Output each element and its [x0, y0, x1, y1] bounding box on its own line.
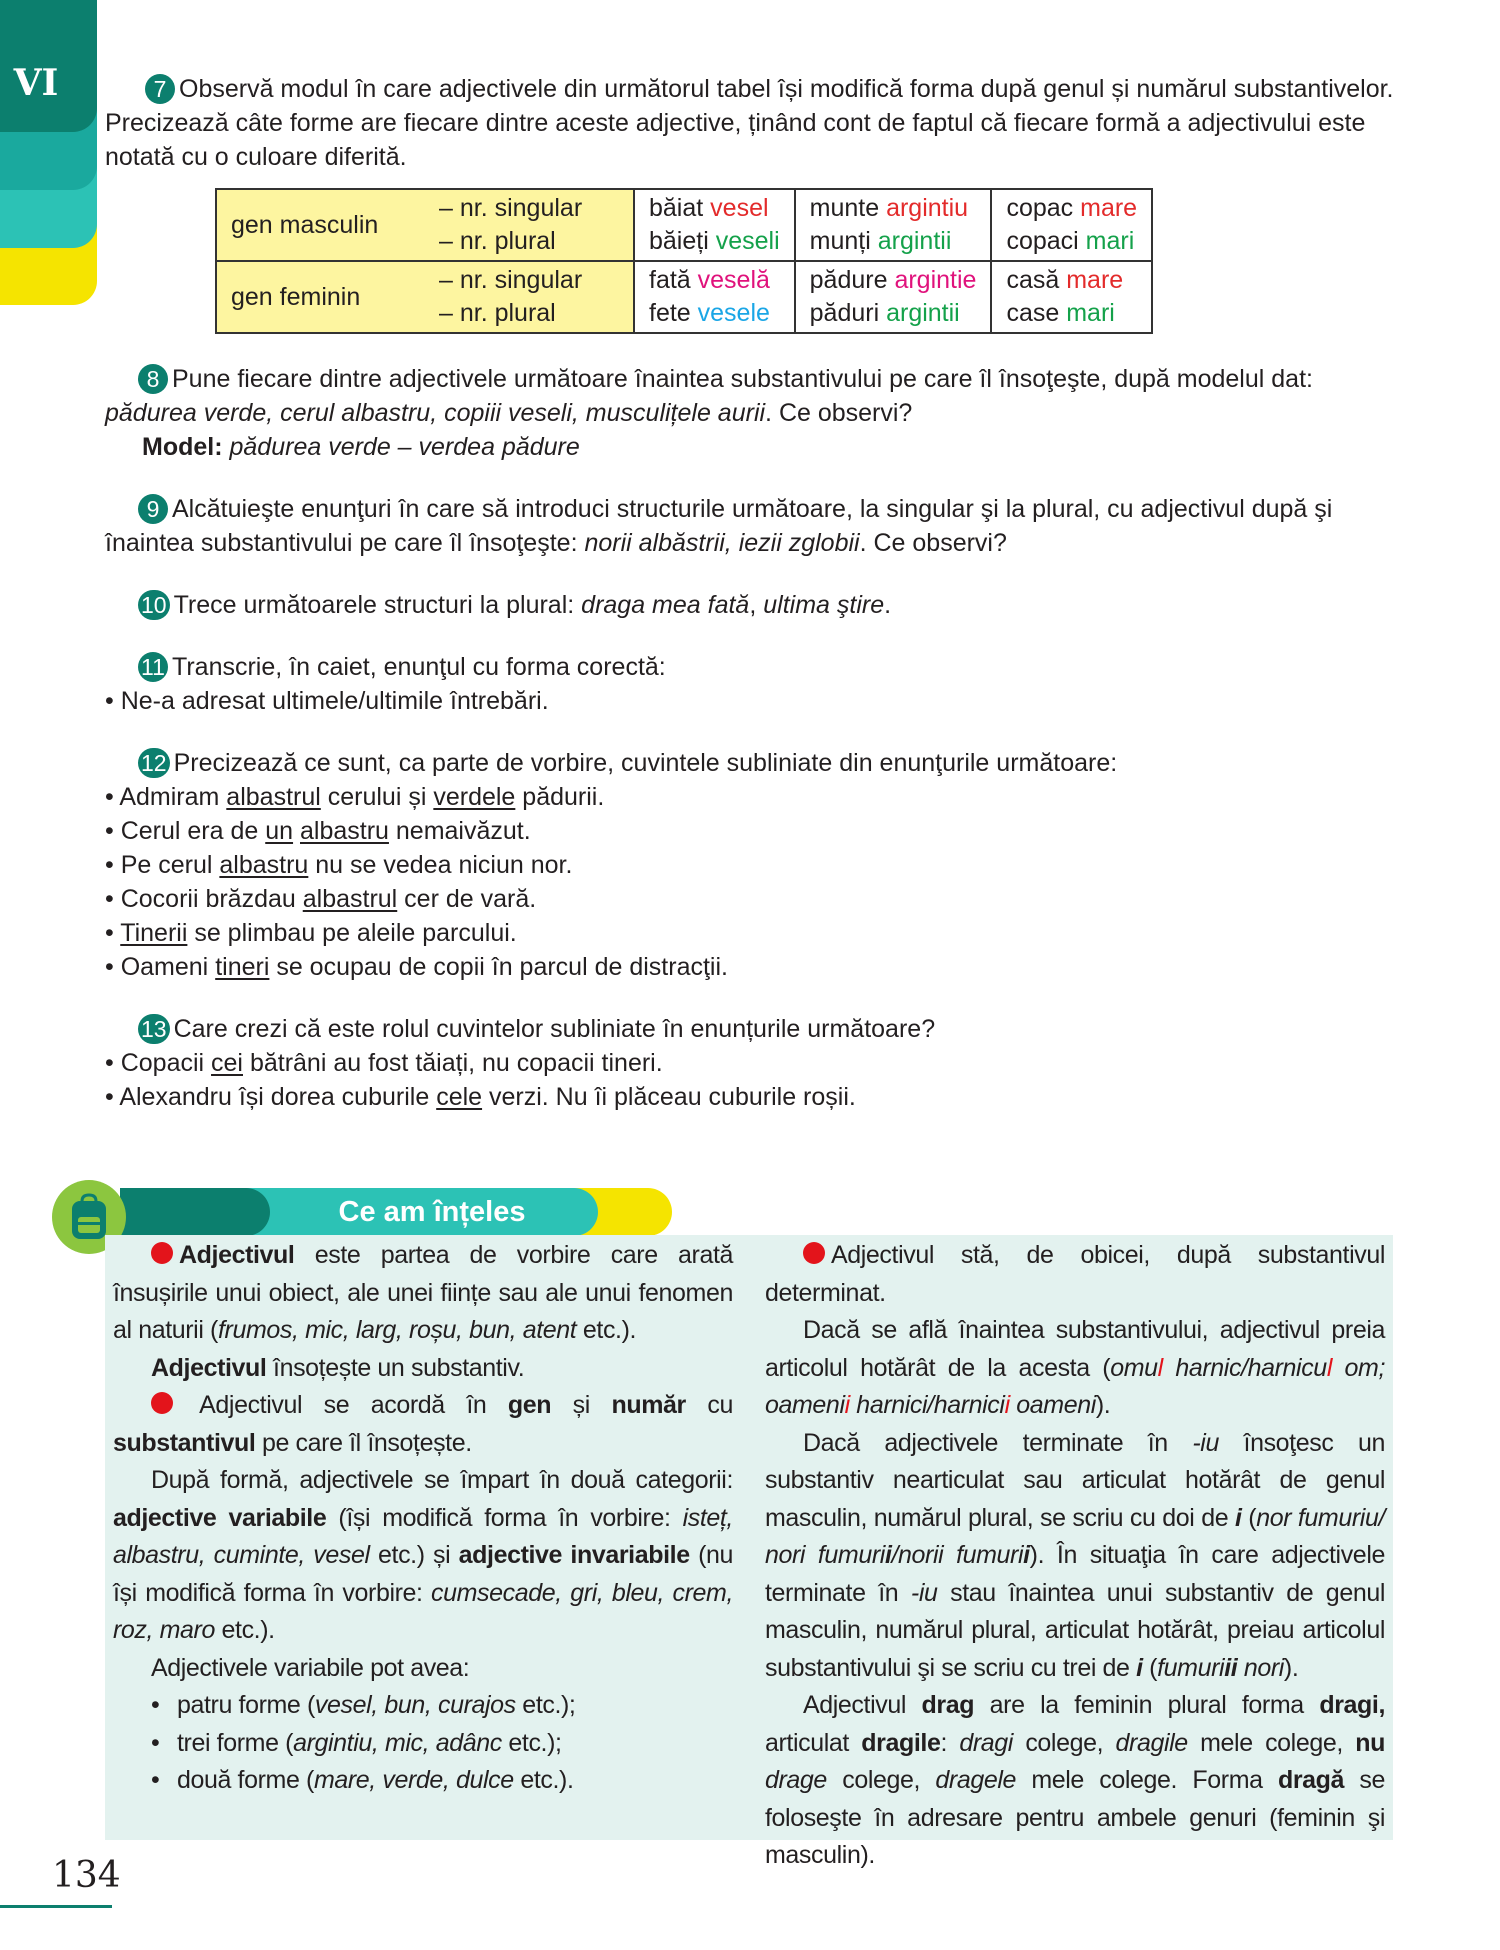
- summary-header: [52, 1180, 632, 1240]
- exercise-text: Observă modul în care adjectivele din următorul tabel își modifică forma după genul și numărul substantivelor. Precizează câte forme are fiecare dintre aceste adjective, ținând cont de faptul că fiecare formă a adjectivului este notată cu o culoare diferită.: [105, 75, 1394, 171]
- exercise-11: 11 Transcrie, în caiet, enunţul cu forma corectă: • Ne-a adresat ultimele/ultimile întrebări.: [105, 650, 1395, 718]
- table-cell: pădure argintie păduri argintii: [795, 261, 992, 333]
- exercise-number: 7: [145, 74, 175, 104]
- list-item: • Alexandru își dorea cuburile cele verzi. Nu îi plăceau cuburile roșii.: [105, 1080, 1395, 1114]
- number-cell: – nr. singular – nr. plural: [425, 189, 634, 261]
- chapter-tabs: [0, 0, 97, 305]
- list-item: • Tinerii se plimbau pe aleile parcului.: [105, 916, 1395, 950]
- summary-right-column: Adjectivul stă, de obicei, după substantivul determinat. Dacă se află înaintea substantivului, adjectivul preia articolul hotărât de la acesta (omul harnic/harnicul om; oamenii harnici/harnicii oameni). Dacă adjectivele terminate în -iu însoţesc un substantiv nearticulat sau articulat hotărât de genul masculin, numărul plural, se scriu cu doi de i (nor fumuriu/ nori fumurii/norii fumurii). În situaţia în care adjectivele terminate în -iu stau înaintea unui substantiv de genul masculin, numărul plural, articulat hotărât, preiau articolul substantivului şi se scriu cu trei de i (fumuriii nori). Adjectivul drag are la feminin plural forma dragi, articulat dragile: dragi colege, dragile mele colege, nu drage colege, dragele mele colege. Forma dragă se foloseşte în adresare pentru ambele genuri (feminin şi masculin).: [765, 1241, 1386, 1869]
- summary-text: Adjectivele variabile pot avea:: [151, 1653, 470, 1682]
- page-number-underline: [0, 1905, 112, 1908]
- summary-title: Ce am înțeles: [338, 1196, 526, 1228]
- list-item: • două forme (mare, verde, dulce etc.).: [113, 1762, 733, 1800]
- exercise-number: 10: [138, 590, 170, 620]
- red-bullet-icon: [151, 1392, 173, 1414]
- chapter-label: VI: [13, 62, 59, 104]
- list-item: • patru forme (vesel, bun, curajos etc.);: [113, 1687, 733, 1725]
- exercise-number: 13: [138, 1014, 170, 1044]
- exercise-number: 9: [138, 494, 168, 524]
- list-item: • trei forme (argintiu, mic, adânc etc.);: [113, 1725, 733, 1763]
- exercises: [105, 72, 1395, 1142]
- list-item: • Pe cerul albastru nu se vedea niciun nor.: [105, 848, 1395, 882]
- list-item: • Admiram albastrul cerului și verdele pădurii.: [105, 780, 1395, 814]
- table-row: [216, 261, 1152, 333]
- exercise-8: 8 Pune fiecare dintre adjectivele următoare înaintea substantivului pe care îl însoţeşte, după modelul dat: pădurea verde, cerul albastru, copiii veseli, musculițele aurii. Ce observi? Model: pădurea verde – verdea pădure: [105, 362, 1395, 464]
- exercise-12: 12 Precizează ce sunt, ca parte de vorbire, cuvintele subliniate din enunţurile următoare: • Admiram albastrul cerului și verdele pădurii. • Cerul era de un albastru nemaivăzut. • Pe cerul albastru nu se vedea niciun nor. • Cocorii brăzdau albastrul cer de vară. • Tinerii se plimbau pe aleile parcului. • Oameni tineri se ocupau de copii în parcul de distracţii.: [105, 746, 1395, 984]
- list-item: • Oameni tineri se ocupau de copii în parcul de distracţii.: [105, 950, 1395, 984]
- table-cell: fată veselă fete vesele: [634, 261, 795, 333]
- red-bullet-icon: [151, 1242, 173, 1264]
- list-item: • Copacii cei bătrâni au fost tăiați, nu copacii tineri.: [105, 1046, 1395, 1080]
- exercise-7: [105, 72, 1395, 334]
- list-item: • Cerul era de un albastru nemaivăzut.: [105, 814, 1395, 848]
- summary-box: [105, 1235, 1393, 1869]
- examples: pădurea verde, cerul albastru, copiii veseli, musculițele aurii: [105, 399, 766, 427]
- exercise-number: 12: [138, 748, 170, 778]
- model: Model: pădurea verde – verdea pădure: [142, 433, 580, 461]
- exercise-10: 10 Trece următoarele structuri la plural: draga mea fată, ultima ştire.: [105, 588, 1395, 622]
- adjective-table: [215, 188, 1153, 334]
- table-cell: munte argintiu munți argintii: [795, 189, 992, 261]
- examples: norii albăstrii, iezii zglobii: [584, 529, 860, 557]
- summary-left-column: Adjectivul este partea de vorbire care arată însușirile unui obiect, ale unei ființe sau ale unui fenomen al naturii (frumos, mic, larg, roșu, bun, atent etc.). Adjectivul însoțește un substantiv. Adjectivul se acordă în gen și număr cu substantivul pe care îl însoțește. După formă, adjectivele se împart în două categorii: adjective variabile (își modifică forma în vorbire: isteț, albastru, cuminte, vesel etc.) și adjective invariabile (nu își modifică forma în vorbire: cumsecade, gri, bleu, crem, roz, maro etc.). Adjectivele variabile pot avea: • patru forme (vesel, bun, curajos etc.); • trei forme (argintiu, mic, adânc etc.); • două forme (mare, verde, dulce etc.).: [113, 1237, 733, 1800]
- table-cell: casă mare case mari: [991, 261, 1152, 333]
- exercise-9: 9 Alcătuieşte enunţuri în care să introduci structurile următoare, la singular şi la plural, cu adjectivul după şi înaintea substantivului pe care îl însoţeşte: norii albăstrii, iezii zglobii. Ce observi?: [105, 495, 1333, 557]
- page-number: 134: [52, 1855, 121, 1896]
- gender-cell: gen feminin: [216, 261, 425, 333]
- number-cell: – nr. singular – nr. plural: [425, 261, 634, 333]
- table-row: [216, 189, 1152, 261]
- table-cell: copac mare copaci mari: [991, 189, 1152, 261]
- exercise-number: 8: [138, 364, 168, 394]
- exercise-number: 11: [138, 652, 168, 682]
- red-bullet-icon: [803, 1242, 825, 1264]
- list-item: • Cocorii brăzdau albastrul cer de vară.: [105, 882, 1395, 916]
- list-item: • Ne-a adresat ultimele/ultimile întrebări.: [105, 684, 1395, 718]
- exercise-13: 13 Care crezi că este rolul cuvintelor subliniate în enunțurile următoare? • Copacii cei bătrâni au fost tăiați, nu copacii tineri. • Alexandru își dorea cuburile cele verzi. Nu îi plăceau cuburile roșii.: [105, 1012, 1395, 1114]
- table-cell: băiat vesel băieți veseli: [634, 189, 795, 261]
- gender-cell: gen masculin: [216, 189, 425, 261]
